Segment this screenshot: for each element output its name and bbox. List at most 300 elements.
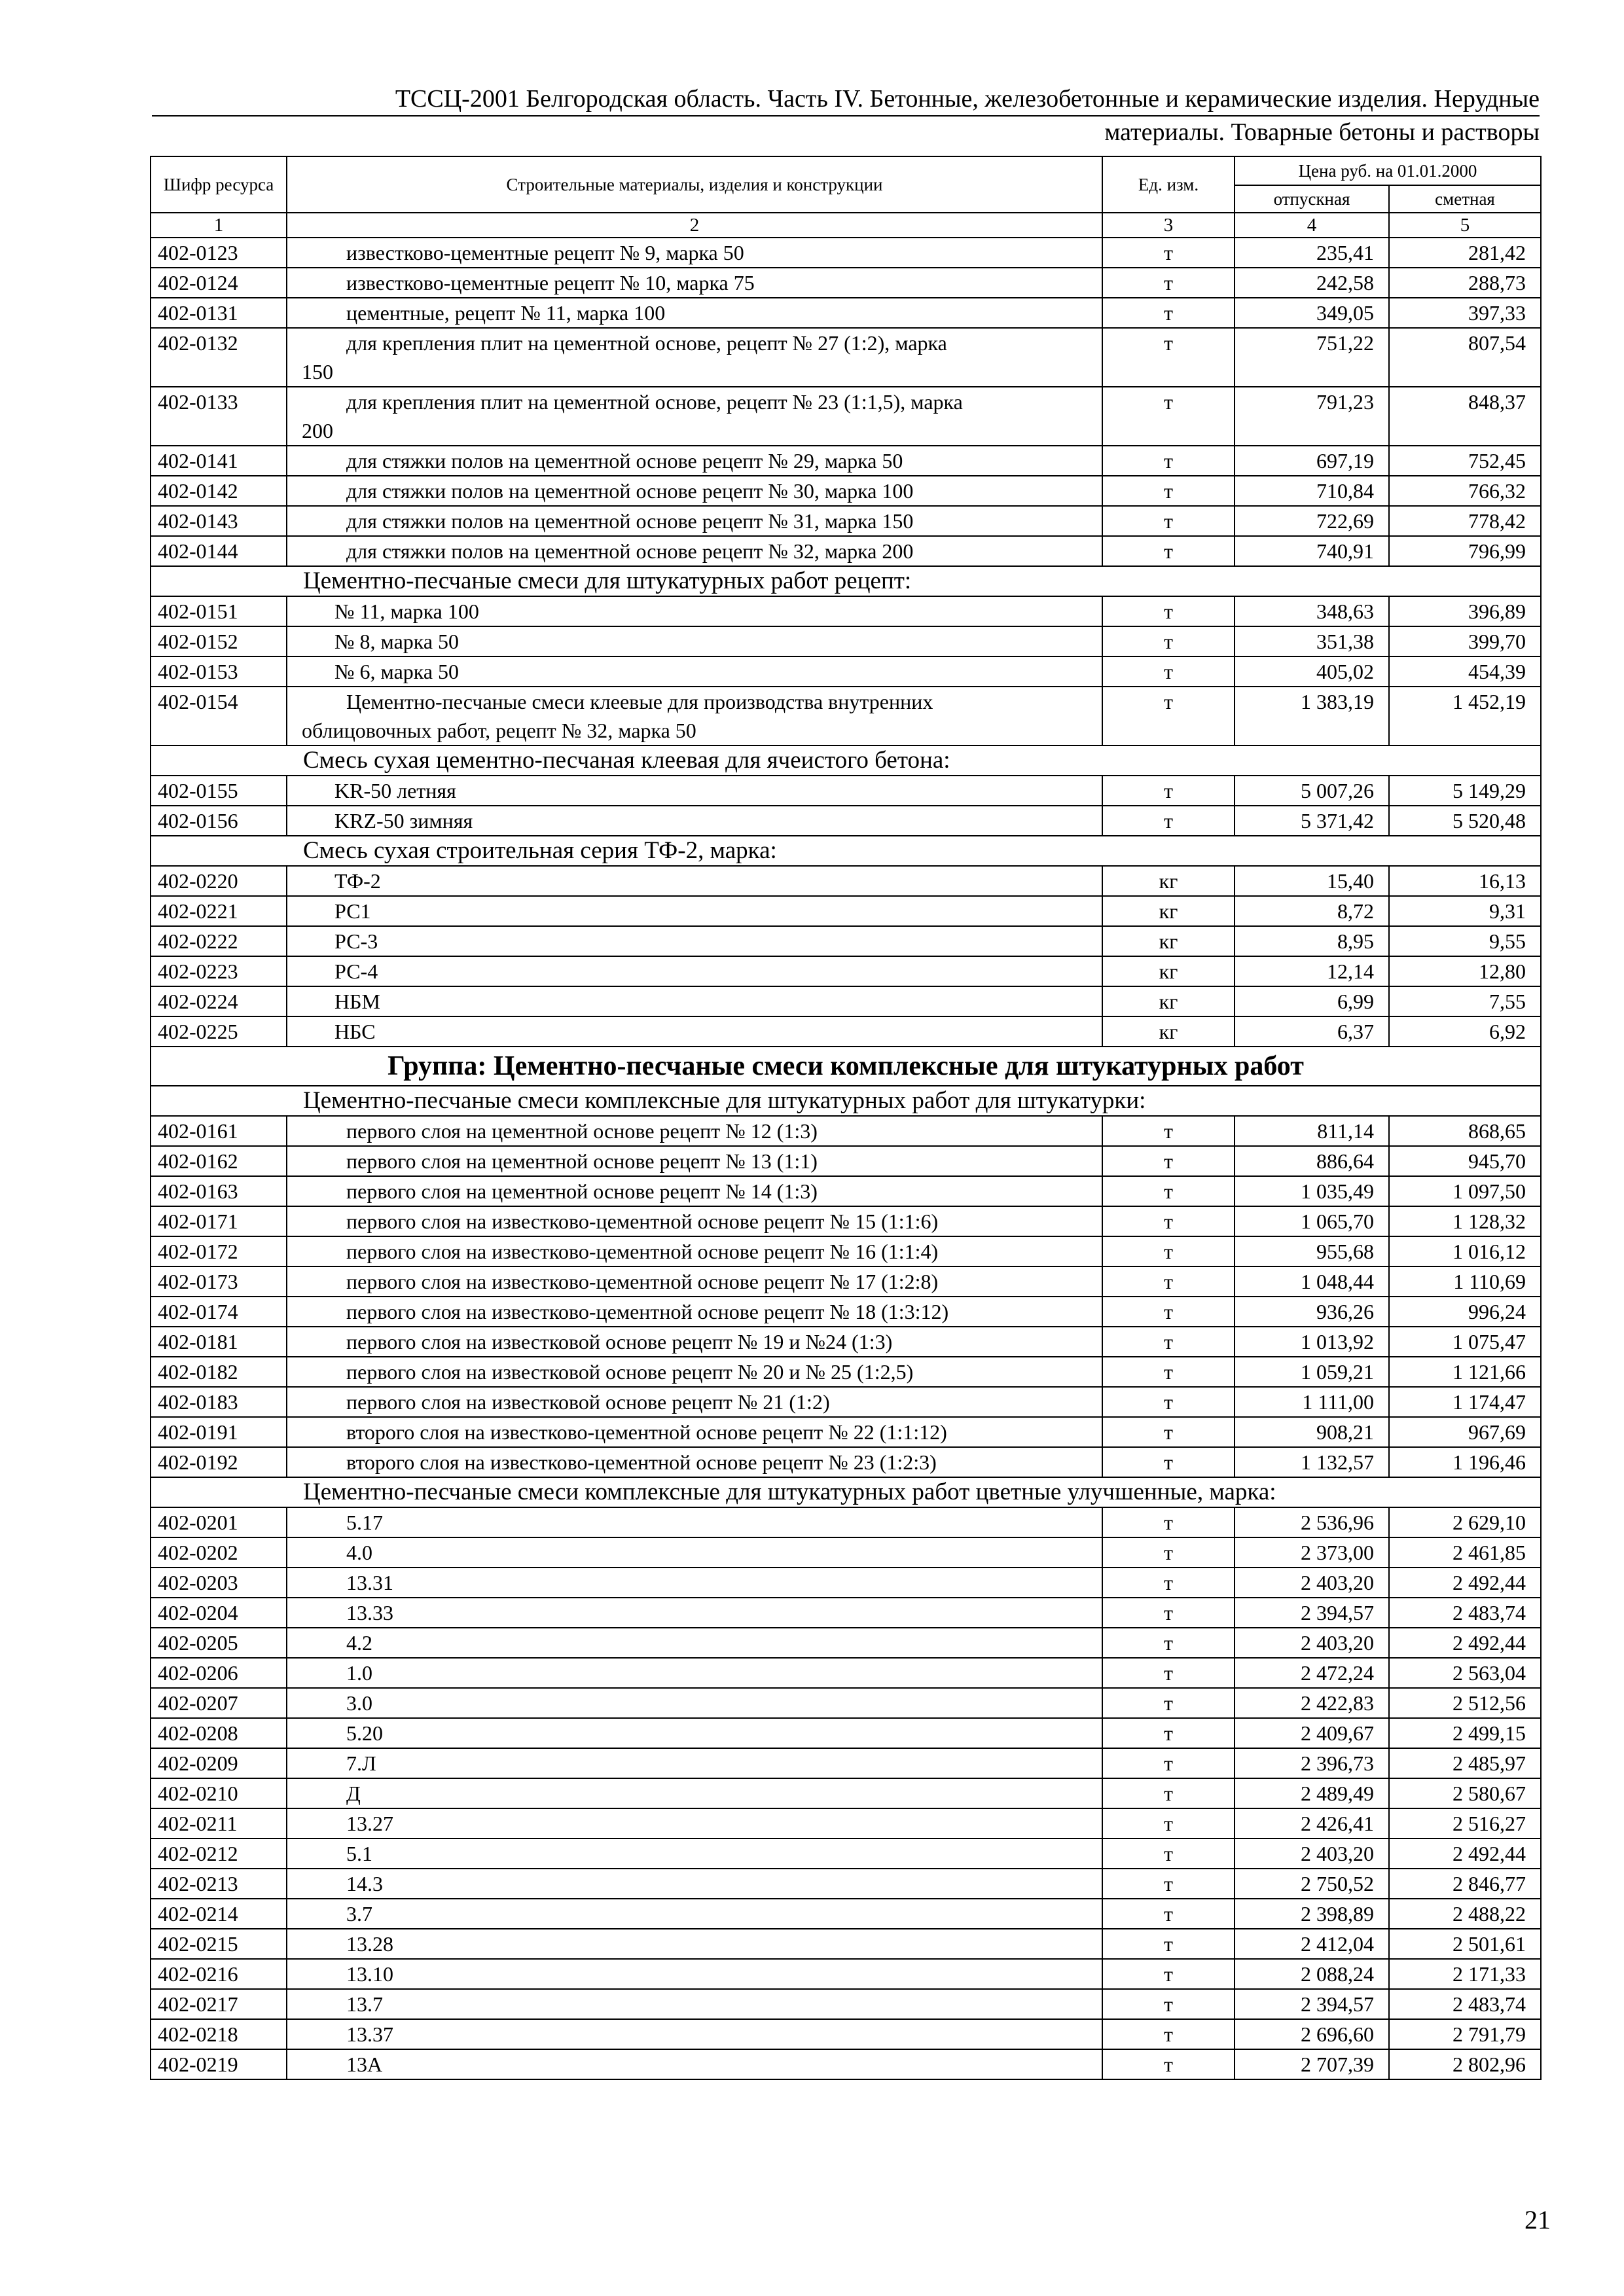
col-header-release-price: отпускная [1235, 185, 1389, 213]
column-number: 1 [151, 213, 287, 238]
resource-code: 402-0206 [151, 1658, 287, 1688]
release-price: 791,23 [1235, 387, 1389, 446]
release-price: 740,91 [1235, 536, 1389, 566]
material-name: ТФ-2 [287, 866, 1102, 896]
unit-of-measure: т [1102, 1568, 1235, 1598]
material-name: KRZ-50 зимняя [287, 806, 1102, 836]
unit-of-measure: кг [1102, 866, 1235, 896]
subheading-text: Смесь сухая строительная серия ТФ-2, марка: [151, 836, 1541, 866]
release-price: 2 489,49 [1235, 1778, 1389, 1808]
material-name: 13А [287, 2049, 1102, 2079]
estimate-price: 2 802,96 [1389, 2049, 1541, 2079]
unit-of-measure: т [1102, 506, 1235, 536]
material-name: первого слоя на цементной основе рецепт № 12 (1:3) [287, 1116, 1102, 1146]
unit-of-measure: т [1102, 1507, 1235, 1537]
table-row [151, 1507, 1541, 1537]
estimate-price: 1 121,66 [1389, 1357, 1541, 1387]
release-price: 751,22 [1235, 328, 1389, 387]
estimate-price: 5 520,48 [1389, 806, 1541, 836]
unit-of-measure: т [1102, 268, 1235, 298]
release-price: 1 065,70 [1235, 1206, 1389, 1236]
resource-code: 402-0131 [151, 298, 287, 328]
release-price: 955,68 [1235, 1236, 1389, 1266]
section-subheading [151, 1086, 1541, 1116]
material-name: для стяжки полов на цементной основе рецепт № 31, марка 150 [287, 506, 1102, 536]
resource-code: 402-0219 [151, 2049, 287, 2079]
resource-code: 402-0191 [151, 1417, 287, 1447]
release-price: 405,02 [1235, 656, 1389, 687]
unit-of-measure: кг [1102, 896, 1235, 926]
estimate-price: 807,54 [1389, 328, 1541, 387]
resource-code: 402-0152 [151, 626, 287, 656]
group-heading [151, 1047, 1541, 1086]
estimate-price: 1 196,46 [1389, 1447, 1541, 1477]
resource-code: 402-0223 [151, 956, 287, 986]
page-number: 21 [1525, 2205, 1551, 2234]
estimate-price: 766,32 [1389, 476, 1541, 506]
unit-of-measure: кг [1102, 986, 1235, 1016]
estimate-price: 1 097,50 [1389, 1176, 1541, 1206]
unit-of-measure: т [1102, 1537, 1235, 1568]
material-name: цементные, рецепт № 11, марка 100 [287, 298, 1102, 328]
resource-code: 402-0132 [151, 328, 287, 387]
column-number: 2 [287, 213, 1102, 238]
table-row [151, 506, 1541, 536]
column-number: 5 [1389, 213, 1541, 238]
unit-of-measure: т [1102, 1899, 1235, 1929]
unit-of-measure: т [1102, 1357, 1235, 1387]
estimate-price: 1 075,47 [1389, 1327, 1541, 1357]
material-name: для крепления плит на цементной основе, рецепт № 27 (1:2), марка 150 [287, 328, 1102, 387]
estimate-price: 848,37 [1389, 387, 1541, 446]
table-row [151, 2049, 1541, 2079]
estimate-price: 967,69 [1389, 1417, 1541, 1447]
material-name: 4.0 [287, 1537, 1102, 1568]
subheading-text: Смесь сухая цементно-песчаная клеевая для ячеистого бетона: [151, 745, 1541, 776]
subheading-text: Цементно-песчаные смеси комплексные для штукатурных работ для штукатурки: [151, 1086, 1541, 1116]
release-price: 2 696,60 [1235, 2019, 1389, 2049]
estimate-price: 945,70 [1389, 1146, 1541, 1176]
material-name: 5.17 [287, 1507, 1102, 1537]
resource-code: 402-0214 [151, 1899, 287, 1929]
material-name: для стяжки полов на цементной основе рецепт № 29, марка 50 [287, 446, 1102, 476]
material-name: 13.37 [287, 2019, 1102, 2049]
unit-of-measure: т [1102, 1327, 1235, 1357]
resource-code: 402-0207 [151, 1688, 287, 1718]
table-row [151, 1839, 1541, 1869]
resource-code: 402-0181 [151, 1327, 287, 1357]
resource-code: 402-0153 [151, 656, 287, 687]
unit-of-measure: т [1102, 1116, 1235, 1146]
release-price: 2 536,96 [1235, 1507, 1389, 1537]
estimate-price: 2 846,77 [1389, 1869, 1541, 1899]
table-row [151, 956, 1541, 986]
resource-code: 402-0151 [151, 596, 287, 626]
column-numbers-row [151, 213, 1541, 238]
unit-of-measure: т [1102, 1658, 1235, 1688]
release-price: 5 371,42 [1235, 806, 1389, 836]
subheading-text: Цементно-песчаные смеси комплексные для штукатурных работ цветные улучшенные, марка: [151, 1477, 1541, 1507]
unit-of-measure: т [1102, 626, 1235, 656]
resource-code: 402-0205 [151, 1628, 287, 1658]
release-price: 2 426,41 [1235, 1808, 1389, 1839]
unit-of-measure: т [1102, 687, 1235, 745]
estimate-price: 399,70 [1389, 626, 1541, 656]
table-row [151, 1357, 1541, 1387]
release-price: 1 035,49 [1235, 1176, 1389, 1206]
estimate-price: 2 171,33 [1389, 1959, 1541, 1989]
estimate-price: 288,73 [1389, 268, 1541, 298]
col-header-name: Строительные материалы, изделия и конструкции [287, 156, 1102, 213]
estimate-price: 2 488,22 [1389, 1899, 1541, 1929]
release-price: 2 394,57 [1235, 1598, 1389, 1628]
release-price: 6,99 [1235, 986, 1389, 1016]
col-header-unit: Ед. изм. [1102, 156, 1235, 213]
material-name: первого слоя на известковой основе рецепт № 19 и №24 (1:3) [287, 1327, 1102, 1357]
resource-code: 402-0123 [151, 238, 287, 268]
unit-of-measure: т [1102, 536, 1235, 566]
resource-code: 402-0154 [151, 687, 287, 745]
release-price: 2 398,89 [1235, 1899, 1389, 1929]
material-name: 13.27 [287, 1808, 1102, 1839]
material-name: 5.1 [287, 1839, 1102, 1869]
table-row [151, 896, 1541, 926]
section-subheading [151, 836, 1541, 866]
estimate-price: 2 563,04 [1389, 1658, 1541, 1688]
unit-of-measure: т [1102, 806, 1235, 836]
estimate-price: 281,42 [1389, 238, 1541, 268]
table-row [151, 1929, 1541, 1959]
table-row [151, 1748, 1541, 1778]
unit-of-measure: т [1102, 1206, 1235, 1236]
resource-code: 402-0172 [151, 1236, 287, 1266]
table-row [151, 1116, 1541, 1146]
unit-of-measure: т [1102, 476, 1235, 506]
material-name: № 8, марка 50 [287, 626, 1102, 656]
resource-code: 402-0210 [151, 1778, 287, 1808]
material-name: 3.7 [287, 1899, 1102, 1929]
unit-of-measure: кг [1102, 956, 1235, 986]
material-name: 7.Л [287, 1748, 1102, 1778]
resource-code: 402-0203 [151, 1568, 287, 1598]
unit-of-measure: т [1102, 1297, 1235, 1327]
group-heading-text: Группа: Цементно-песчаные смеси комплексные для штукатурных работ [151, 1047, 1541, 1086]
unit-of-measure: т [1102, 1176, 1235, 1206]
estimate-price: 9,31 [1389, 896, 1541, 926]
release-price: 8,72 [1235, 896, 1389, 926]
material-name: РС-4 [287, 956, 1102, 986]
estimate-price: 1 110,69 [1389, 1266, 1541, 1297]
estimate-price: 16,13 [1389, 866, 1541, 896]
resource-code: 402-0218 [151, 2019, 287, 2049]
table-row [151, 596, 1541, 626]
release-price: 2 750,52 [1235, 1869, 1389, 1899]
release-price: 710,84 [1235, 476, 1389, 506]
estimate-price: 2 501,61 [1389, 1929, 1541, 1959]
table-row [151, 1417, 1541, 1447]
release-price: 697,19 [1235, 446, 1389, 476]
table-row [151, 1718, 1541, 1748]
release-price: 2 707,39 [1235, 2049, 1389, 2079]
resource-code: 402-0216 [151, 1959, 287, 1989]
material-name: известково-цементные рецепт № 9, марка 50 [287, 238, 1102, 268]
resource-code: 402-0212 [151, 1839, 287, 1869]
material-name: Д [287, 1778, 1102, 1808]
material-name: первого слоя на известковой основе рецепт № 21 (1:2) [287, 1387, 1102, 1417]
unit-of-measure: т [1102, 656, 1235, 687]
resource-code: 402-0225 [151, 1016, 287, 1047]
material-name: РС-3 [287, 926, 1102, 956]
estimate-price: 1 128,32 [1389, 1206, 1541, 1236]
estimate-price: 6,92 [1389, 1016, 1541, 1047]
estimate-price: 7,55 [1389, 986, 1541, 1016]
table-row [151, 238, 1541, 268]
resource-code: 402-0141 [151, 446, 287, 476]
material-name: первого слоя на известково-цементной основе рецепт № 15 (1:1:6) [287, 1206, 1102, 1236]
table-row [151, 446, 1541, 476]
release-price: 351,38 [1235, 626, 1389, 656]
release-price: 15,40 [1235, 866, 1389, 896]
resource-code: 402-0208 [151, 1718, 287, 1748]
estimate-price: 2 791,79 [1389, 2019, 1541, 2049]
estimate-price: 1 174,47 [1389, 1387, 1541, 1417]
table-row [151, 387, 1541, 446]
release-price: 2 472,24 [1235, 1658, 1389, 1688]
unit-of-measure: т [1102, 1959, 1235, 1989]
table-row [151, 806, 1541, 836]
resource-code: 402-0156 [151, 806, 287, 836]
release-price: 908,21 [1235, 1417, 1389, 1447]
table-row [151, 1598, 1541, 1628]
unit-of-measure: т [1102, 2049, 1235, 2079]
estimate-price: 396,89 [1389, 596, 1541, 626]
unit-of-measure: т [1102, 1447, 1235, 1477]
unit-of-measure: т [1102, 1778, 1235, 1808]
release-price: 2 394,57 [1235, 1989, 1389, 2019]
resource-code: 402-0143 [151, 506, 287, 536]
unit-of-measure: т [1102, 1236, 1235, 1266]
table-row [151, 1206, 1541, 1236]
table-row [151, 866, 1541, 896]
material-name: 13.33 [287, 1598, 1102, 1628]
resource-code: 402-0171 [151, 1206, 287, 1236]
estimate-price: 796,99 [1389, 536, 1541, 566]
estimate-price: 12,80 [1389, 956, 1541, 986]
material-name: РС1 [287, 896, 1102, 926]
material-name: 13.31 [287, 1568, 1102, 1598]
release-price: 2 396,73 [1235, 1748, 1389, 1778]
resource-code: 402-0209 [151, 1748, 287, 1778]
estimate-price: 868,65 [1389, 1116, 1541, 1146]
col-header-price: Цена руб. на 01.01.2000 [1235, 156, 1541, 185]
resource-code: 402-0162 [151, 1146, 287, 1176]
table-row [151, 298, 1541, 328]
material-name: первого слоя на цементной основе рецепт № 14 (1:3) [287, 1176, 1102, 1206]
release-price: 1 383,19 [1235, 687, 1389, 745]
material-name: НБС [287, 1016, 1102, 1047]
table-row [151, 536, 1541, 566]
release-price: 8,95 [1235, 926, 1389, 956]
resource-code: 402-0213 [151, 1869, 287, 1899]
unit-of-measure: кг [1102, 926, 1235, 956]
estimate-price: 454,39 [1389, 656, 1541, 687]
release-price: 1 013,92 [1235, 1327, 1389, 1357]
resource-code: 402-0155 [151, 776, 287, 806]
table-row [151, 926, 1541, 956]
table-row [151, 1387, 1541, 1417]
resource-code: 402-0201 [151, 1507, 287, 1537]
table-row [151, 1447, 1541, 1477]
section-subheading [151, 1477, 1541, 1507]
unit-of-measure: т [1102, 1929, 1235, 1959]
unit-of-measure: т [1102, 298, 1235, 328]
table-row [151, 268, 1541, 298]
release-price: 348,63 [1235, 596, 1389, 626]
unit-of-measure: т [1102, 1688, 1235, 1718]
unit-of-measure: т [1102, 1808, 1235, 1839]
table-row [151, 1808, 1541, 1839]
table-row [151, 687, 1541, 745]
resource-code: 402-0217 [151, 1989, 287, 2019]
material-name: первого слоя на известково-цементной основе рецепт № 16 (1:1:4) [287, 1236, 1102, 1266]
unit-of-measure: т [1102, 776, 1235, 806]
estimate-price: 2 485,97 [1389, 1748, 1541, 1778]
unit-of-measure: т [1102, 1598, 1235, 1628]
unit-of-measure: т [1102, 446, 1235, 476]
resource-code: 402-0173 [151, 1266, 287, 1297]
price-table [150, 156, 1542, 2080]
material-name: 13.28 [287, 1929, 1102, 1959]
material-name: для крепления плит на цементной основе, рецепт № 23 (1:1,5), марка 200 [287, 387, 1102, 446]
resource-code: 402-0144 [151, 536, 287, 566]
estimate-price: 2 512,56 [1389, 1688, 1541, 1718]
table-row [151, 1327, 1541, 1357]
unit-of-measure: т [1102, 1266, 1235, 1297]
table-row [151, 2019, 1541, 2049]
estimate-price: 996,24 [1389, 1297, 1541, 1327]
subheading-text: Цементно-песчаные смеси для штукатурных работ рецепт: [151, 566, 1541, 596]
material-name: 13.10 [287, 1959, 1102, 1989]
release-price: 242,58 [1235, 268, 1389, 298]
release-price: 2 373,00 [1235, 1537, 1389, 1568]
resource-code: 402-0161 [151, 1116, 287, 1146]
col-header-code: Шифр ресурса [151, 156, 287, 213]
table-row [151, 1778, 1541, 1808]
material-name: для стяжки полов на цементной основе рецепт № 30, марка 100 [287, 476, 1102, 506]
release-price: 1 111,00 [1235, 1387, 1389, 1417]
table-row [151, 656, 1541, 687]
material-name: НБМ [287, 986, 1102, 1016]
estimate-price: 752,45 [1389, 446, 1541, 476]
estimate-price: 397,33 [1389, 298, 1541, 328]
release-price: 722,69 [1235, 506, 1389, 536]
release-price: 2 403,20 [1235, 1628, 1389, 1658]
table-row [151, 1688, 1541, 1718]
table-row [151, 1176, 1541, 1206]
unit-of-measure: т [1102, 328, 1235, 387]
table-row [151, 1628, 1541, 1658]
resource-code: 402-0222 [151, 926, 287, 956]
table-row [151, 1899, 1541, 1929]
unit-of-measure: т [1102, 1989, 1235, 2019]
unit-of-measure: т [1102, 1869, 1235, 1899]
release-price: 886,64 [1235, 1146, 1389, 1176]
release-price: 2 409,67 [1235, 1718, 1389, 1748]
estimate-price: 2 461,85 [1389, 1537, 1541, 1568]
release-price: 1 059,21 [1235, 1357, 1389, 1387]
estimate-price: 2 492,44 [1389, 1568, 1541, 1598]
unit-of-measure: т [1102, 1628, 1235, 1658]
page-header [152, 84, 1540, 147]
resource-code: 402-0211 [151, 1808, 287, 1839]
resource-code: 402-0224 [151, 986, 287, 1016]
unit-of-measure: т [1102, 596, 1235, 626]
estimate-price: 1 452,19 [1389, 687, 1541, 745]
resource-code: 402-0133 [151, 387, 287, 446]
resource-code: 402-0220 [151, 866, 287, 896]
estimate-price: 778,42 [1389, 506, 1541, 536]
table-row [151, 776, 1541, 806]
unit-of-measure: т [1102, 1839, 1235, 1869]
resource-code: 402-0182 [151, 1357, 287, 1387]
table-row [151, 328, 1541, 387]
release-price: 6,37 [1235, 1016, 1389, 1047]
resource-code: 402-0221 [151, 896, 287, 926]
table-row [151, 1297, 1541, 1327]
release-price: 349,05 [1235, 298, 1389, 328]
release-price: 1 132,57 [1235, 1447, 1389, 1477]
material-name: 4.2 [287, 1628, 1102, 1658]
resource-code: 402-0183 [151, 1387, 287, 1417]
table-row [151, 1266, 1541, 1297]
estimate-price: 9,55 [1389, 926, 1541, 956]
unit-of-measure: т [1102, 1748, 1235, 1778]
material-name: для стяжки полов на цементной основе рецепт № 32, марка 200 [287, 536, 1102, 566]
material-name: KR-50 летняя [287, 776, 1102, 806]
table-row [151, 1568, 1541, 1598]
estimate-price: 2 492,44 [1389, 1628, 1541, 1658]
material-name: 14.3 [287, 1869, 1102, 1899]
column-number: 4 [1235, 213, 1389, 238]
material-name: № 6, марка 50 [287, 656, 1102, 687]
material-name: первого слоя на известково-цементной основе рецепт № 18 (1:3:12) [287, 1297, 1102, 1327]
material-name: 13.7 [287, 1989, 1102, 2019]
resource-code: 402-0192 [151, 1447, 287, 1477]
material-name: 5.20 [287, 1718, 1102, 1748]
col-header-estimate-price: сметная [1389, 185, 1541, 213]
release-price: 2 412,04 [1235, 1929, 1389, 1959]
table-row [151, 1236, 1541, 1266]
material-name: второго слоя на известково-цементной основе рецепт № 22 (1:1:12) [287, 1417, 1102, 1447]
estimate-price: 5 149,29 [1389, 776, 1541, 806]
unit-of-measure: т [1102, 1417, 1235, 1447]
release-price: 2 088,24 [1235, 1959, 1389, 1989]
release-price: 811,14 [1235, 1116, 1389, 1146]
header-title-line2: материалы. Товарные бетоны и растворы [1104, 118, 1540, 146]
table-row [151, 1537, 1541, 1568]
table-row [151, 1959, 1541, 1989]
material-name: первого слоя на известково-цементной основе рецепт № 17 (1:2:8) [287, 1266, 1102, 1297]
table-row [151, 1658, 1541, 1688]
resource-code: 402-0215 [151, 1929, 287, 1959]
release-price: 1 048,44 [1235, 1266, 1389, 1297]
table-row [151, 626, 1541, 656]
unit-of-measure: т [1102, 2019, 1235, 2049]
unit-of-measure: т [1102, 1387, 1235, 1417]
table-row [151, 986, 1541, 1016]
material-name: известково-цементные рецепт № 10, марка 75 [287, 268, 1102, 298]
resource-code: 402-0204 [151, 1598, 287, 1628]
